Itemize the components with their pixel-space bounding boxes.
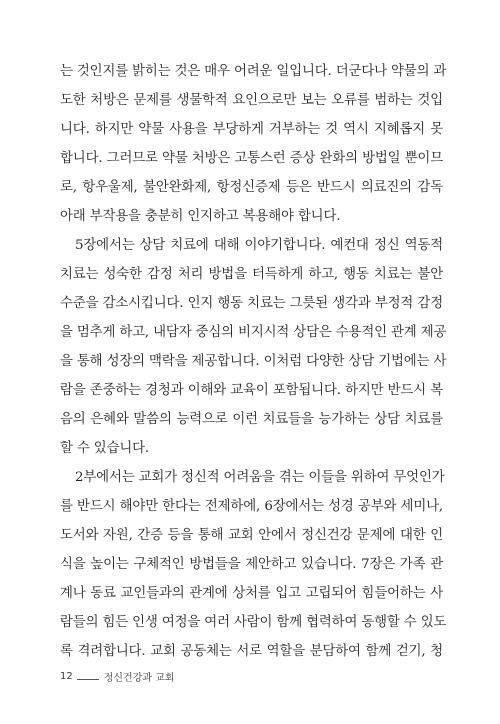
text-line: 을 통해 성장의 맥락을 제공합니다. 이처럼 다양한 상담 기법에는 사: [60, 354, 447, 369]
text-line: 로, 항우울제, 불안완화제, 항정신증제 등은 반드시 의료진의 감독: [60, 180, 443, 195]
text-line: 을 멈추게 하고, 내담자 중심의 비지시적 상담은 수용적인 관계 제공: [60, 325, 447, 340]
text-line: 람들의 힘든 인생 여정을 여러 사람이 함께 협력하여 동행할 수 있도: [60, 615, 447, 630]
text-line: 2부에서는 교회가 정신적 어려움을 겪는 이들을 위하여 무엇인가: [75, 470, 445, 485]
text-line: 치료는 성숙한 감정 처리 방법을 터득하게 하고, 행동 치료는 불안: [60, 267, 443, 282]
text-line: 아래 부작용을 충분히 인지하고 복용해야 합니다.: [60, 209, 341, 224]
running-title: 정신건강과 교회: [103, 672, 175, 684]
text-line: 를 반드시 해야만 한다는 전제하에, 6장에서는 성경 공부와 세미나,: [60, 499, 443, 514]
text-line: 람을 존중하는 경청과 이해와 교육이 포함됩니다. 하지만 반드시 복: [60, 383, 443, 398]
text-line: 도한 처방은 문제를 생물학적 요인으로만 보는 오류를 범하는 것입: [60, 93, 443, 108]
text-line: 음의 은혜와 말씀의 능력으로 이런 치료들을 능가하는 상담 치료를: [60, 412, 443, 427]
footer-divider: [77, 679, 99, 680]
text-line: 할 수 있습니다.: [60, 441, 150, 456]
text-line: 니다. 하지만 약물 사용을 부당하게 거부하는 것 역시 지혜롭지 못: [60, 122, 443, 137]
text-line: 록 격려합니다. 교회 공동체는 서로 역할을 분담하여 함께 걷기, 청: [60, 644, 443, 659]
text-line: 식을 높이는 구체적인 방법들을 제안하고 있습니다. 7장은 가족 관: [60, 557, 443, 572]
page-footer: [60, 668, 175, 684]
text-line: 5장에서는 상담 치료에 대해 이야기합니다. 예컨대 정신 역동적: [75, 238, 443, 253]
text-line: 계나 동료 교인들과의 관계에 상처를 입고 고립되어 힘들어하는 사: [60, 586, 443, 601]
text-line: 합니다. 그러므로 약물 처방은 고통스런 증상 완화의 방법일 뿐이므: [60, 151, 443, 166]
text-line: 도서와 자원, 간증 등을 통해 교회 안에서 정신건강 문제에 대한 인: [60, 528, 443, 543]
page-number: 12: [60, 670, 73, 682]
text-line: 는 것인지를 밝히는 것은 매우 어려운 일입니다. 더군다나 약물의 과: [60, 64, 447, 79]
text-line: 수준을 감소시킵니다. 인지 행동 치료는 그릇된 생각과 부정적 감정: [60, 296, 443, 311]
